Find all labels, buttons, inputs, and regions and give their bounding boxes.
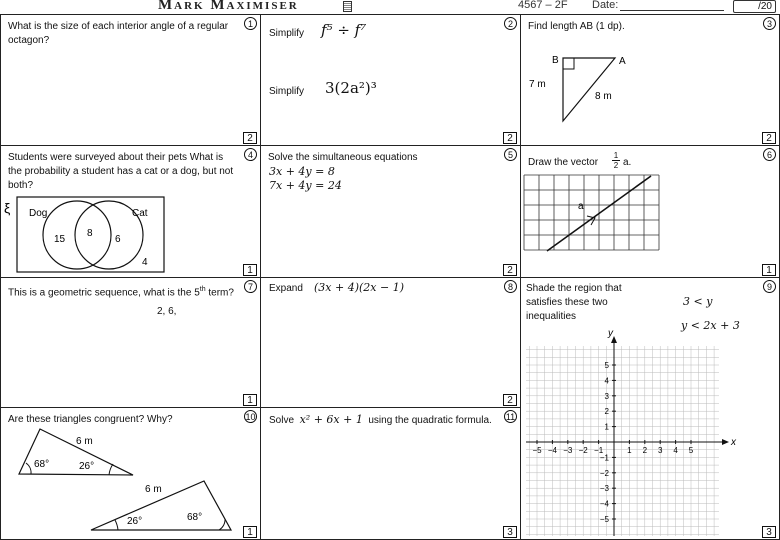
question-2b-label: Simplify — [269, 86, 305, 97]
question-8-marks: 2 — [503, 394, 517, 406]
question-2-marks: 2 — [503, 132, 517, 144]
y-tick-label: −4 — [599, 499, 609, 509]
question-8-label: Expand — [269, 283, 303, 294]
question-6-text-before: Draw the vector — [528, 157, 599, 168]
question-5-text: Solve the simultaneous equations — [268, 152, 418, 163]
question-10-text: Are these triangles congruent? Why? — [8, 414, 173, 425]
question-10-number: 10 — [245, 412, 256, 422]
venn-dog-label: Dog — [29, 208, 48, 219]
x-tick-label: −1 — [594, 446, 604, 455]
right-angle-mark — [563, 58, 574, 69]
question-1-number: 1 — [244, 17, 257, 30]
question-3-text: Find length AB (1 dp). — [528, 21, 625, 32]
x-tick-label: 5 — [688, 446, 694, 455]
triangle-2-side-label: 6 m — [145, 484, 162, 495]
question-5-marks: 2 — [503, 264, 517, 276]
y-tick-label: −5 — [599, 515, 609, 524]
equation-2: 7x + 4y = 24 — [269, 179, 342, 192]
venn-both-value: 8 — [87, 228, 93, 239]
question-4-marks: 1 — [243, 264, 257, 276]
x-tick-label: 4 — [673, 446, 678, 455]
triangle-2-angle-b-arc — [219, 519, 225, 530]
x-axis-arrow — [722, 439, 729, 445]
question-8-number: 8 — [504, 280, 517, 293]
question-9-marks: 3 — [762, 526, 776, 538]
question-11-text: Solve x² + 6x + 1 using the quadratic formula. — [269, 413, 492, 426]
x-tick-label: 3 — [657, 446, 663, 455]
question-3-marks: 2 — [762, 132, 776, 144]
question-6-cell — [520, 145, 780, 278]
x-tick-label: −3 — [563, 446, 573, 455]
question-3-number: 3 — [763, 17, 776, 30]
inequality-2: y < 2x + 3 — [681, 319, 740, 332]
triangle-shape — [563, 58, 615, 121]
triangle-2-angle-a: 26° — [127, 516, 143, 527]
side-left-label: 7 m — [529, 79, 546, 90]
universal-set-symbol: ξ — [4, 200, 11, 216]
question-9-text: Shade the region that satisfies these two inequalities — [526, 283, 622, 322]
side-hypotenuse-label: 8 m — [595, 91, 612, 102]
question-7-marks: 1 — [243, 394, 257, 406]
y-tick-label: −1 — [599, 453, 609, 463]
triangle-1-side-label: 6 m — [76, 436, 93, 447]
x-axis-label: x — [731, 437, 736, 448]
venn-diagram — [1, 146, 260, 277]
vertex-a-label: A — [619, 56, 626, 67]
date-field[interactable] — [620, 10, 724, 11]
venn-cat-only-value: 6 — [115, 234, 121, 245]
half-fraction: 1 2 — [613, 151, 619, 170]
x-tick-label: −5 — [532, 446, 542, 455]
coordinate-grid-lines — [526, 346, 719, 536]
triangle-1-angle-a-arc — [26, 463, 31, 474]
inequality-1: 3 < y — [683, 295, 713, 308]
question-1-marks: 2 — [243, 132, 257, 144]
vertex-b-label: B — [552, 55, 559, 66]
question-4-text: Students were surveyed about their pets What is the probability a student has a cat or a dog, but not both? — [8, 152, 234, 191]
question-6-marks: 1 — [762, 264, 776, 276]
question-6-text-after: a. — [623, 157, 632, 168]
date-label: Date: — [592, 0, 619, 11]
question-1-cell — [0, 14, 261, 146]
question-7-number: 7 — [244, 280, 257, 293]
y-tick-label: 3 — [604, 391, 609, 401]
triangles-diagram — [1, 408, 260, 539]
question-4-number: 4 — [244, 148, 257, 161]
y-tick-label: 4 — [604, 376, 609, 386]
triangle-1-angle-a: 68° — [34, 459, 50, 470]
question-11-marks: 3 — [503, 526, 517, 538]
question-10-marks: 1 — [243, 526, 257, 538]
right-triangle-diagram — [521, 15, 779, 145]
triangle-1-angle-b: 26° — [79, 461, 95, 472]
x-tick-label: 2 — [642, 446, 648, 455]
question-11-cell — [260, 407, 521, 540]
total-score-box[interactable]: /20 — [733, 0, 776, 13]
worksheet-title: Mark Maximiser — [158, 0, 299, 13]
question-7-cell — [0, 277, 261, 408]
sequence-terms: 2, 6, — [157, 306, 177, 317]
venn-outside-value: 4 — [142, 257, 148, 268]
question-4-cell — [0, 145, 261, 278]
question-2a-expression: f⁵ ÷ f⁷ — [321, 21, 367, 39]
venn-dog-only-value: 15 — [54, 234, 66, 245]
vector-grid-lines — [524, 175, 659, 250]
question-9-number: 9 — [763, 280, 776, 293]
y-tick-label: 5 — [604, 361, 609, 370]
question-5-number: 5 — [504, 148, 517, 161]
triangle-1-angle-b-arc — [109, 464, 113, 475]
question-8-cell — [260, 277, 521, 408]
question-3-cell — [520, 14, 780, 146]
y-axis-label: y — [608, 328, 613, 339]
worksheet-code: 4567 – 2F — [518, 0, 568, 11]
equation-1: 3x + 4y = 8 — [269, 165, 335, 178]
x-tick-label: 1 — [627, 446, 632, 455]
triangle-2-angle-a-arc — [115, 520, 118, 530]
y-tick-label: −2 — [599, 468, 609, 478]
question-11-number: 11 — [505, 412, 516, 422]
question-6-number: 6 — [763, 148, 776, 161]
calculator-icon — [343, 1, 352, 12]
coordinate-grid[interactable] — [521, 278, 779, 539]
question-5-cell — [260, 145, 521, 278]
question-2a-label: Simplify — [269, 28, 305, 39]
question-8-expression: (3x + 4)(2x − 1) — [314, 281, 404, 294]
question-1-text: What is the size of each interior angle of a regular octagon? — [8, 21, 229, 46]
venn-cat-label: Cat — [132, 208, 148, 219]
y-tick-label: 1 — [604, 422, 609, 432]
y-tick-label: 2 — [604, 407, 609, 417]
vector-a-label: a — [578, 201, 584, 212]
question-2-number: 2 — [504, 17, 517, 30]
x-tick-label: −2 — [578, 446, 588, 455]
triangle-2-angle-b: 68° — [187, 512, 203, 523]
question-9-cell — [520, 277, 780, 540]
question-2b-expression: 3(2a²)³ — [325, 79, 377, 97]
worksheet-header — [0, 0, 780, 14]
question-7-text: This is a geometric sequence, what is the 5th term? — [8, 286, 234, 299]
question-2-cell — [260, 14, 521, 146]
vector-grid[interactable] — [521, 146, 779, 277]
x-tick-label: −4 — [547, 446, 557, 455]
y-tick-label: −3 — [599, 484, 609, 494]
question-10-cell — [0, 407, 261, 540]
